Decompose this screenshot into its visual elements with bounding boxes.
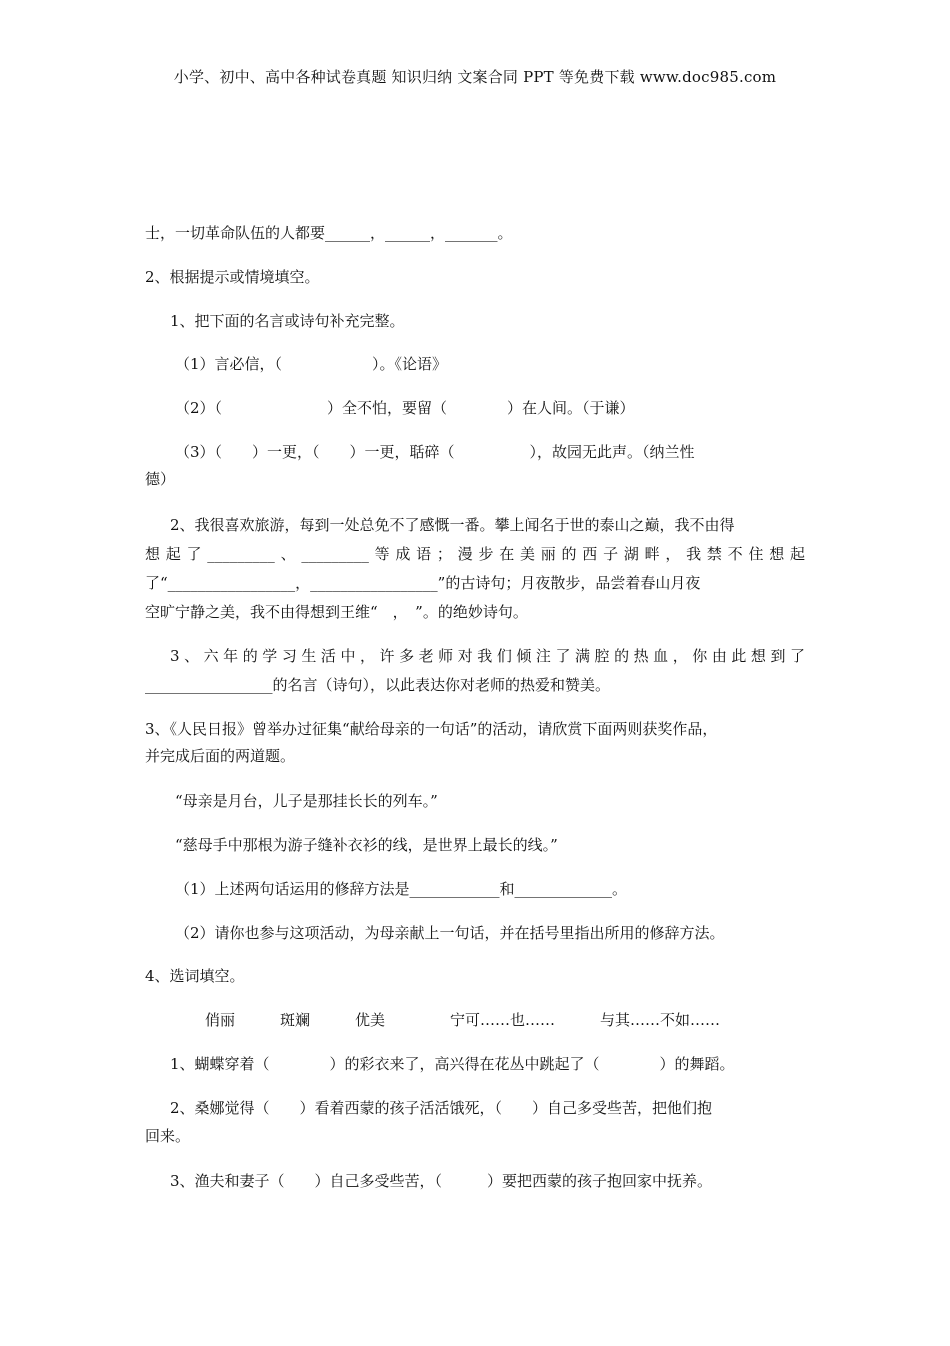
quote-1: “母亲是月台，儿子是那挂长长的列车。”: [175, 792, 438, 810]
text-line-fill-blanks: 士，一切革命队伍的人都要______，______，_______。: [145, 224, 513, 242]
word-bank-item: 俏丽: [205, 1011, 236, 1029]
section-heading-3: 3、《人民日报》曾举办过征集“献给母亲的一句话”的活动，请欣赏下面两则获奖作品，: [145, 720, 718, 738]
word-bank-item: 与其……不如……: [600, 1011, 721, 1029]
paragraph-travel-line2: 想起了_________、_________等成语；漫步在美丽的西子湖畔，我禁不住想起: [145, 545, 805, 563]
fill-sentence-2-cont: 回来。: [145, 1127, 191, 1145]
paragraph-travel-line1: 2、我很喜欢旅游，每到一处总免不了感慨一番。攀上闻名于世的泰山之巅，我不由得: [170, 516, 735, 534]
fill-sentence-3: 3、渔夫和妻子（ ）自己多受些苦，（ ）要把西蒙的孩子抱回家中抚养。: [170, 1172, 713, 1190]
question-item-3: （3）（ ）一更，（ ）一更，聒碎（ ），故园无此声。（纳兰性: [175, 443, 695, 461]
page-header: 小学、初中、高中各种试卷真题 知识归纳 文案合同 PPT 等免费下载 www.doc985.com: [173, 68, 777, 86]
section-heading-2: 2、根据提示或情境填空。: [145, 268, 320, 286]
section-heading-3-cont: 并完成后面的两道题。: [145, 747, 296, 765]
quote-2: “慈母手中那根为游子缝补衣衫的线，是世界上最长的线。”: [175, 836, 558, 854]
paragraph-teacher-line1: 3、六年的学习生活中，许多老师对我们倾注了满腔的热血，你由此想到了: [170, 647, 805, 665]
paragraph-teacher-line2: _________________的名言（诗句），以此表达你对老师的热爱和赞美。: [145, 676, 611, 694]
fill-sentence-2: 2、桑娜觉得（ ）看着西蒙的孩子活活饿死，（ ）自己多受些苦，把他们抱: [170, 1099, 713, 1117]
question-rhetoric-1: （1）上述两句话运用的修辞方法是____________和_____________。: [175, 880, 628, 898]
question-heading-1: 1、把下面的名言或诗句补充完整。: [170, 312, 405, 330]
question-rhetoric-2: （2）请你也参与这项活动，为母亲献上一句话，并在括号里指出所用的修辞方法。: [175, 924, 725, 942]
question-item-1: （1）言必信，（ ）。《论语》: [175, 355, 448, 373]
question-item-2: （2）（ ）全不怕，要留（ ）在人间。（于谦）: [175, 399, 635, 417]
paragraph-travel-line3: 了“_________________，_________________”的古诗句；月夜散步，品尝着春山月夜: [145, 574, 701, 592]
paragraph-travel-line4: 空旷宁静之美，我不由得想到王维“ ， ”。的绝妙诗句。: [145, 603, 528, 621]
question-item-3-cont: 德）: [145, 470, 176, 488]
word-bank-item: 宁可……也……: [450, 1011, 556, 1029]
section-heading-4: 4、选词填空。: [145, 967, 245, 985]
fill-sentence-1: 1、蝴蝶穿着（ ）的彩衣来了，高兴得在花丛中跳起了（ ）的舞蹈。: [170, 1055, 735, 1073]
word-bank-item: 优美: [355, 1011, 386, 1029]
word-bank-item: 斑斓: [280, 1011, 311, 1029]
